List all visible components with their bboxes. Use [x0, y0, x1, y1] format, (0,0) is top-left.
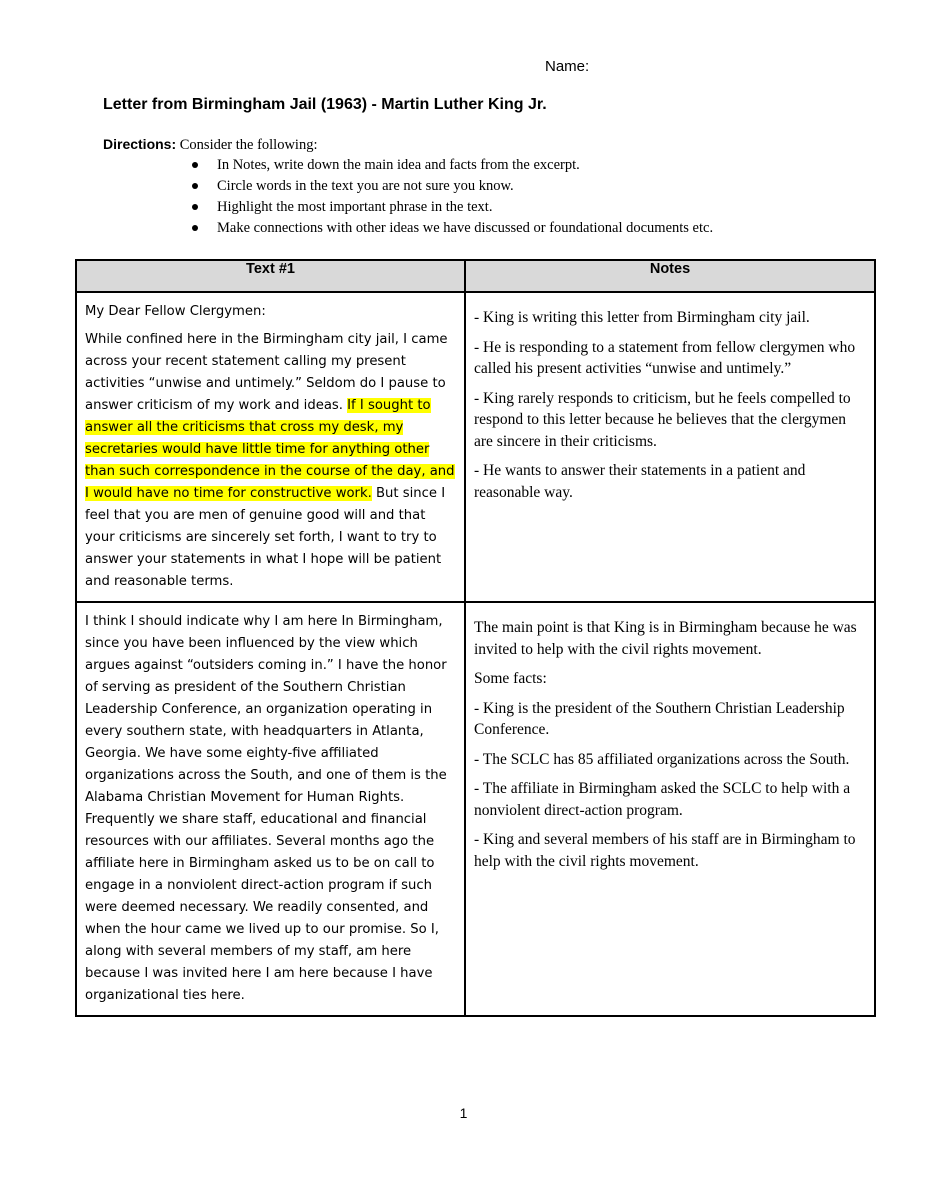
- document-title: Letter from Birmingham Jail (1963) - Martin Luther King Jr.: [103, 96, 547, 113]
- note-item: The main point is that King is in Birmingham because he was invited to help with the civil rights movement.: [474, 619, 857, 658]
- notes-table: [75, 259, 876, 1017]
- table-header-row: [76, 260, 875, 292]
- salutation: My Dear Fellow Clergymen:: [85, 304, 266, 319]
- note-item: - King rarely responds to criticism, but he feels compelled to respond to this letter because he believes that the clergymen are sincere in their criticisms.: [474, 389, 851, 450]
- note-item: Some facts:: [474, 670, 547, 687]
- note-item: - King is the president of the Southern Christian Leadership Conference.: [474, 699, 845, 738]
- name-label: Name:: [545, 58, 590, 75]
- directions-intro-line: [103, 136, 863, 154]
- directions-item: Highlight the most important phrase in the text.: [217, 197, 863, 218]
- notes-column-header: Notes: [465, 260, 875, 292]
- highlighted-phrase: If I sought to answer all the criticisms that cross my desk, my secretaries would have little time for anything other than such correspondence in the course of the day, and I would have no time for constructive work.: [85, 398, 455, 501]
- directions-item: Make connections with other ideas we have discussed or foundational documents etc.: [217, 218, 863, 239]
- table-row: [76, 602, 875, 1016]
- note-item: - He wants to answer their statements in a patient and reasonable way.: [474, 462, 806, 501]
- directions-item: In Notes, write down the main idea and facts from the excerpt.: [217, 155, 863, 176]
- directions-intro: Consider the following:: [179, 137, 318, 153]
- note-item: - King is writing this letter from Birmingham city jail.: [474, 309, 810, 326]
- note-item: - The affiliate in Birmingham asked the SCLC to help with a nonviolent direct-action program.: [474, 780, 851, 819]
- directions-list: [103, 155, 863, 239]
- text-column-header: Text #1: [76, 260, 465, 292]
- excerpt-paragraph: I think I should indicate why I am here In Birmingham, since you have been influenced by the view which argues against “outsiders coming in.” I have the honor of serving as president of the Southern Christian Leadership Conference, an organization operating in every southern state, with headquarters in Atlanta, Georgia. We have some eighty-five affiliated organizations across the South, and one of them is the Alabama Christian Movement for Human Rights. Frequently we share staff, educational and financial resources with our affiliates. Several months ago the affiliate here in Birmingham asked us to be on call to engage in a nonviolent direct-action program if such were deemed necessary. We readily consented, and when the hour came we lived up to our promise. So I, along with several members of my staff, am here because I was invited here I am here because I have organizational ties here.: [85, 614, 447, 1003]
- note-item: - The SCLC has 85 affiliated organizations across the South.: [474, 750, 850, 768]
- table-row: [76, 292, 875, 602]
- excerpt-cell: [76, 602, 465, 1016]
- excerpt-cell: [76, 292, 465, 602]
- excerpt-text: While confined here in the Birmingham city jail, I came across your recent statement calling my present activities “unwise and untimely.” Seldom do I pause to answer criticism of my work and ideas.: [85, 332, 448, 413]
- excerpt-paragraph: [85, 329, 456, 593]
- page-number: 1: [459, 1105, 468, 1121]
- directions-label: Directions:: [103, 136, 177, 152]
- note-item: - King and several members of his staff are in Birmingham to help with the civil rights movement.: [474, 831, 856, 870]
- notes-cell: [465, 602, 875, 1016]
- directions-item: Circle words in the text you are not sure you know.: [217, 176, 863, 197]
- directions-section: [103, 136, 863, 239]
- note-item: - He is responding to a statement from fellow clergymen who called his present activities “unwise and untimely.”: [474, 338, 856, 377]
- excerpt-text: But since I feel that you are men of genuine good will and that your criticisms are sincerely set forth, I want to try to answer your statements in what I hope will be patient and reasonable terms.: [85, 486, 446, 589]
- notes-cell: [465, 292, 875, 602]
